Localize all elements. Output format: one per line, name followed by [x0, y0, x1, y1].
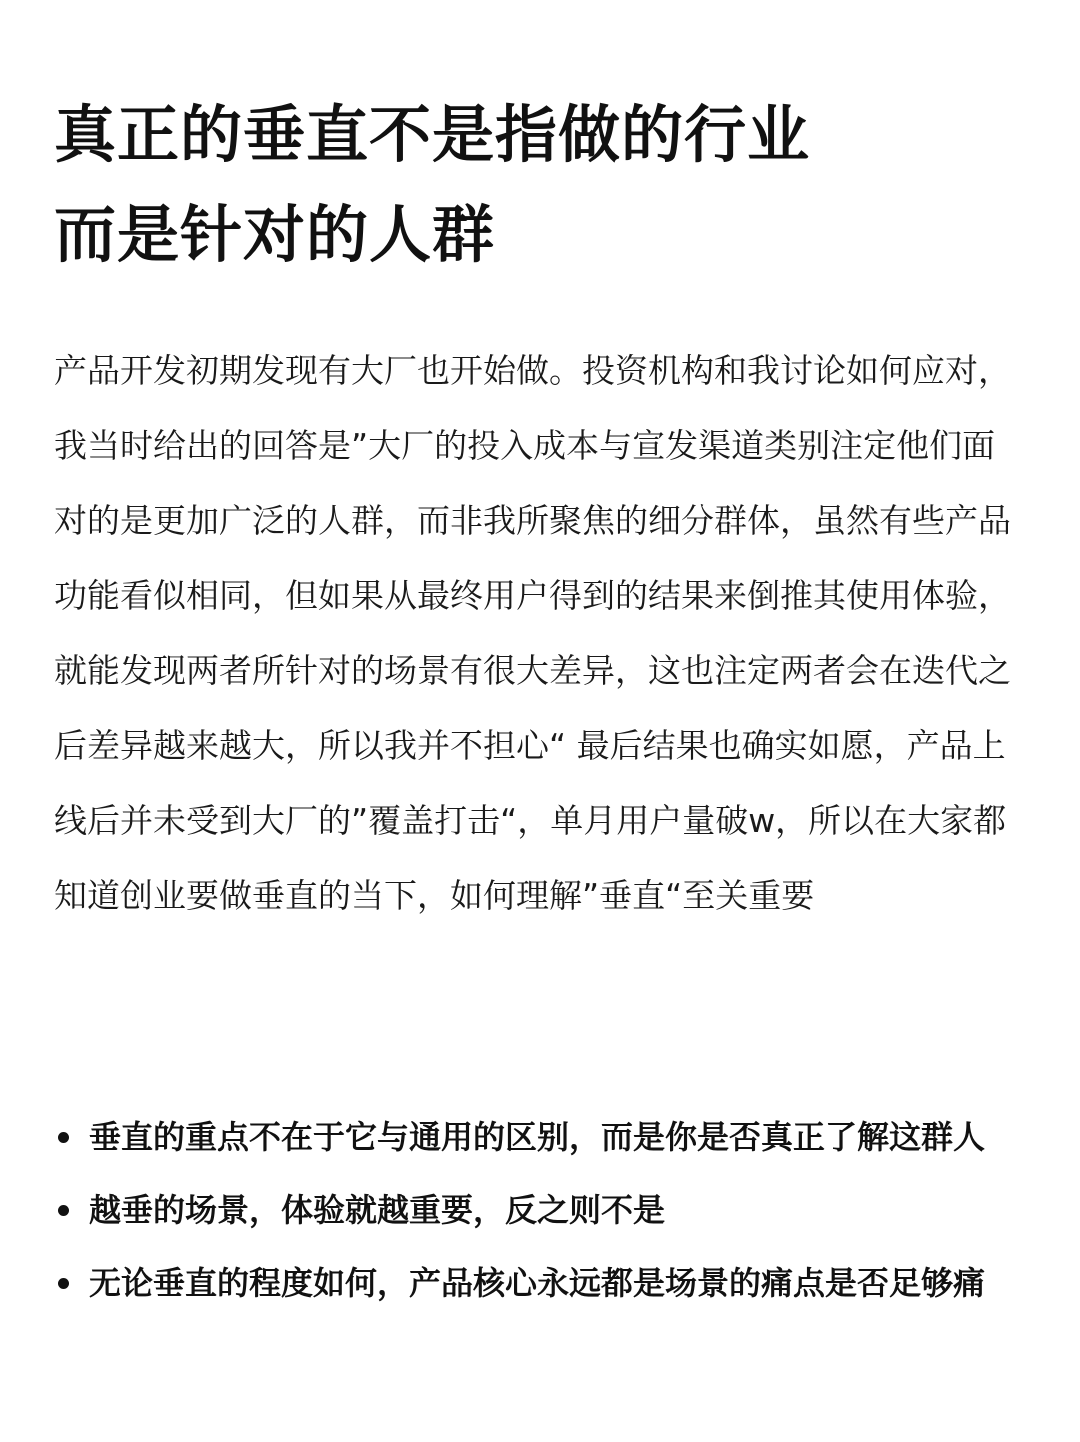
paragraph-line: 知道创业要做垂直的当下，如何理解”垂直“至关重要 [54, 876, 815, 915]
paragraph-line: 对的是更加广泛的人群，而非我所聚焦的细分群体，虽然有些产品 [54, 501, 1011, 540]
bullet-text: 越垂的场景，体验就越重要，反之则不是 [89, 1191, 666, 1229]
paragraph-line: 我当时给出的回答是”大厂的投入成本与宣发渠道类别注定他们面 [54, 426, 996, 465]
bullet-item [58, 1191, 666, 1229]
title-line-1: 真正的垂直不是指做的行业 [54, 98, 811, 171]
bullet-text: 垂直的重点不在于它与通用的区别，而是你是否真正了解这群人 [89, 1118, 986, 1156]
bullet-item [58, 1264, 986, 1302]
bullet-dot-icon [58, 1132, 69, 1143]
title-line-2: 而是针对的人群 [54, 198, 496, 271]
paragraph-line: 线后并未受到大厂的”覆盖打击“，单月用户量破w，所以在大家都 [54, 801, 1007, 840]
paragraph-line: 就能发现两者所针对的场景有很大差异，这也注定两者会在迭代之 [54, 651, 1011, 690]
bullet-dot-icon [58, 1205, 69, 1216]
bullet-text: 无论垂直的程度如何，产品核心永远都是场景的痛点是否足够痛 [89, 1264, 986, 1302]
paragraph-line: 后差异越来越大，所以我并不担心“ 最后结果也确实如愿，产品上 [54, 726, 1006, 765]
paragraph-line: 功能看似相同，但如果从最终用户得到的结果来倒推其使用体验， [54, 576, 1011, 615]
bullet-dot-icon [58, 1278, 69, 1289]
bullet-item [58, 1118, 986, 1156]
paragraph-line: 产品开发初期发现有大厂也开始做。投资机构和我讨论如何应对， [54, 351, 1011, 390]
